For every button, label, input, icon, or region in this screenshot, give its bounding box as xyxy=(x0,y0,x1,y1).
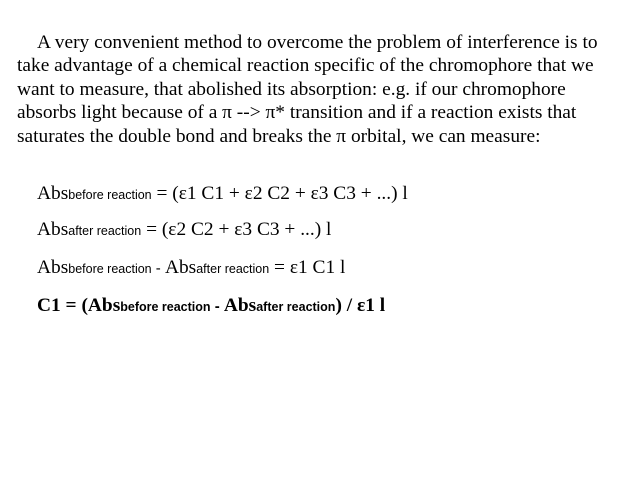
equation-minus: - xyxy=(151,260,165,277)
equation-abs-label: Abs xyxy=(37,257,69,278)
equation-subscript-2: after reaction xyxy=(256,300,336,314)
paragraph-line-3: we want to measure, that abolished its absorption: e.g. if our xyxy=(17,55,594,100)
paragraph-line-2: to take advantage of a chemical reaction specific of the chromophore that xyxy=(17,32,598,77)
paragraph-line-5: reaction exists that saturates the double bond and breaks the π orbital, we xyxy=(17,102,577,147)
equation-abs-label: Abs xyxy=(37,183,69,204)
paragraph-line-1: A very convenient method to overcome the problem of interference is xyxy=(37,32,583,53)
equation-rhs: ) / ε1 l xyxy=(335,295,386,316)
equation-subscript-2: after reaction xyxy=(196,262,270,276)
equation-minus: - xyxy=(210,298,224,315)
equation-abs-after xyxy=(37,218,331,243)
equation-c1-label: C1 = (Abs xyxy=(37,295,121,316)
equation-abs-label: Abs xyxy=(37,219,69,240)
equation-c1-solution xyxy=(37,294,385,319)
equation-rhs: = (ε1 C1 + ε2 C2 + ε3 C3 + ...) l xyxy=(151,183,408,204)
paragraph-line-6: can measure: xyxy=(438,125,541,147)
equation-subscript: after reaction xyxy=(68,224,142,238)
equation-abs-label-2: Abs xyxy=(164,257,197,278)
equation-rhs: = ε1 C1 l xyxy=(269,257,346,278)
equation-subscript: before reaction xyxy=(68,262,152,276)
paragraph-line-4: chromophore absorbs light because of a π --> π* transition and if a xyxy=(17,78,566,124)
intro-paragraph xyxy=(17,31,629,148)
equation-abs-before xyxy=(37,182,408,207)
equation-subscript: before reaction xyxy=(68,188,152,202)
equation-abs-label-2: Abs xyxy=(223,295,257,316)
equation-rhs: = (ε2 C2 + ε3 C3 + ...) l xyxy=(141,219,332,240)
equation-subscript: before reaction xyxy=(120,300,211,314)
equation-abs-difference xyxy=(37,256,345,281)
